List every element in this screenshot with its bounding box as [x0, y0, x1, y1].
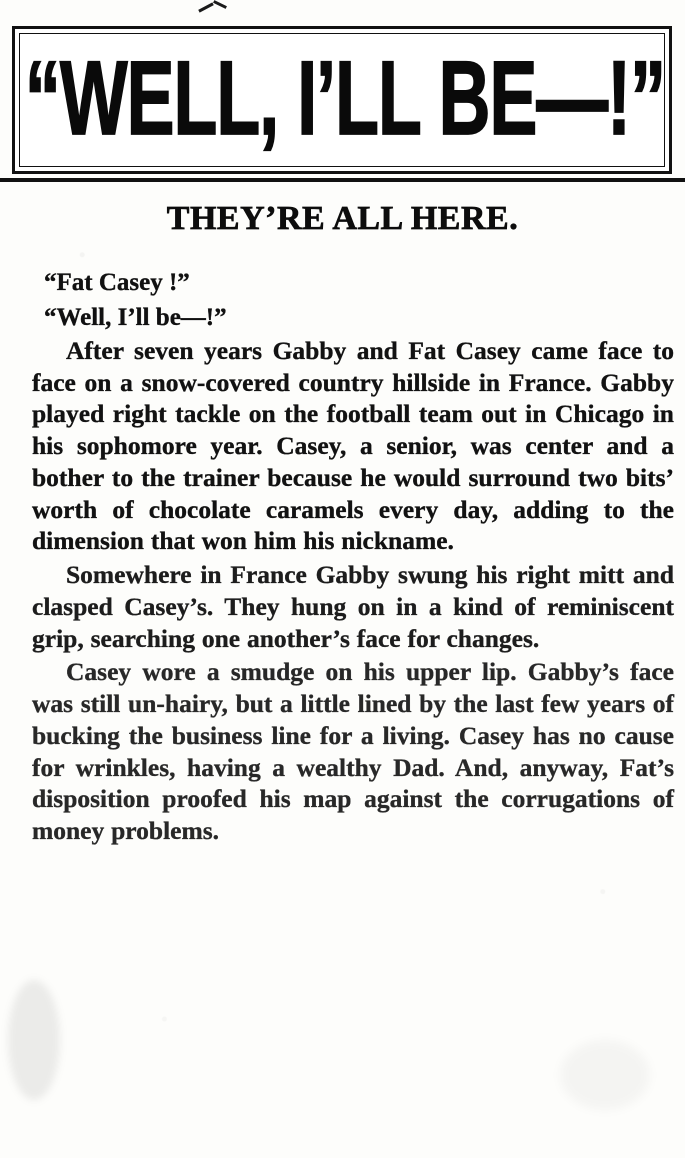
- article-paragraph-2: Somewhere in France Gabby swung his right mitt and clasped Casey’s. They hung on in a kind of reminiscent grip, searching one another’s face for changes.: [32, 560, 674, 653]
- headline-box: [12, 26, 672, 174]
- paper-smudge-right: [560, 1040, 650, 1110]
- headline: [15, 38, 669, 157]
- ink-mark-top-right: [213, 0, 227, 9]
- subhead: THEY’RE ALL HERE.: [166, 200, 519, 237]
- article-paragraph-3: Casey wore a smudge on his upper lip. Gabby’s face was still un-hairy, but a little lined by the last few years of bucking the business line for a living. Casey has no cause for wrinkles, having a wealthy Dad. And, anyway, Fat’s disposition proofed his map against the corrugations of money problems.: [32, 657, 674, 846]
- horizontal-rule: [0, 178, 685, 182]
- article-column: [32, 266, 674, 847]
- dialogue-line-2: “Well, I’ll be—!”: [44, 303, 227, 331]
- dialogue-line-1: “Fat Casey !”: [44, 269, 190, 296]
- article-paragraph-1: After seven years Gabby and Fat Casey came face to face on a snow-covered country hillside in France. Gabby played right tackle on the football team out in Chicago in his sophomore year. Casey, a senior, was center and a bother to the trainer because he would surround two bits’ worth of chocolate caramels every day, adding to the dimension that won him his nickname.: [32, 336, 674, 556]
- paper-smudge-left: [8, 980, 60, 1100]
- ink-mark-top-left: [198, 2, 214, 12]
- headline-text: “WELL, I’LL BE—!”: [24, 38, 666, 157]
